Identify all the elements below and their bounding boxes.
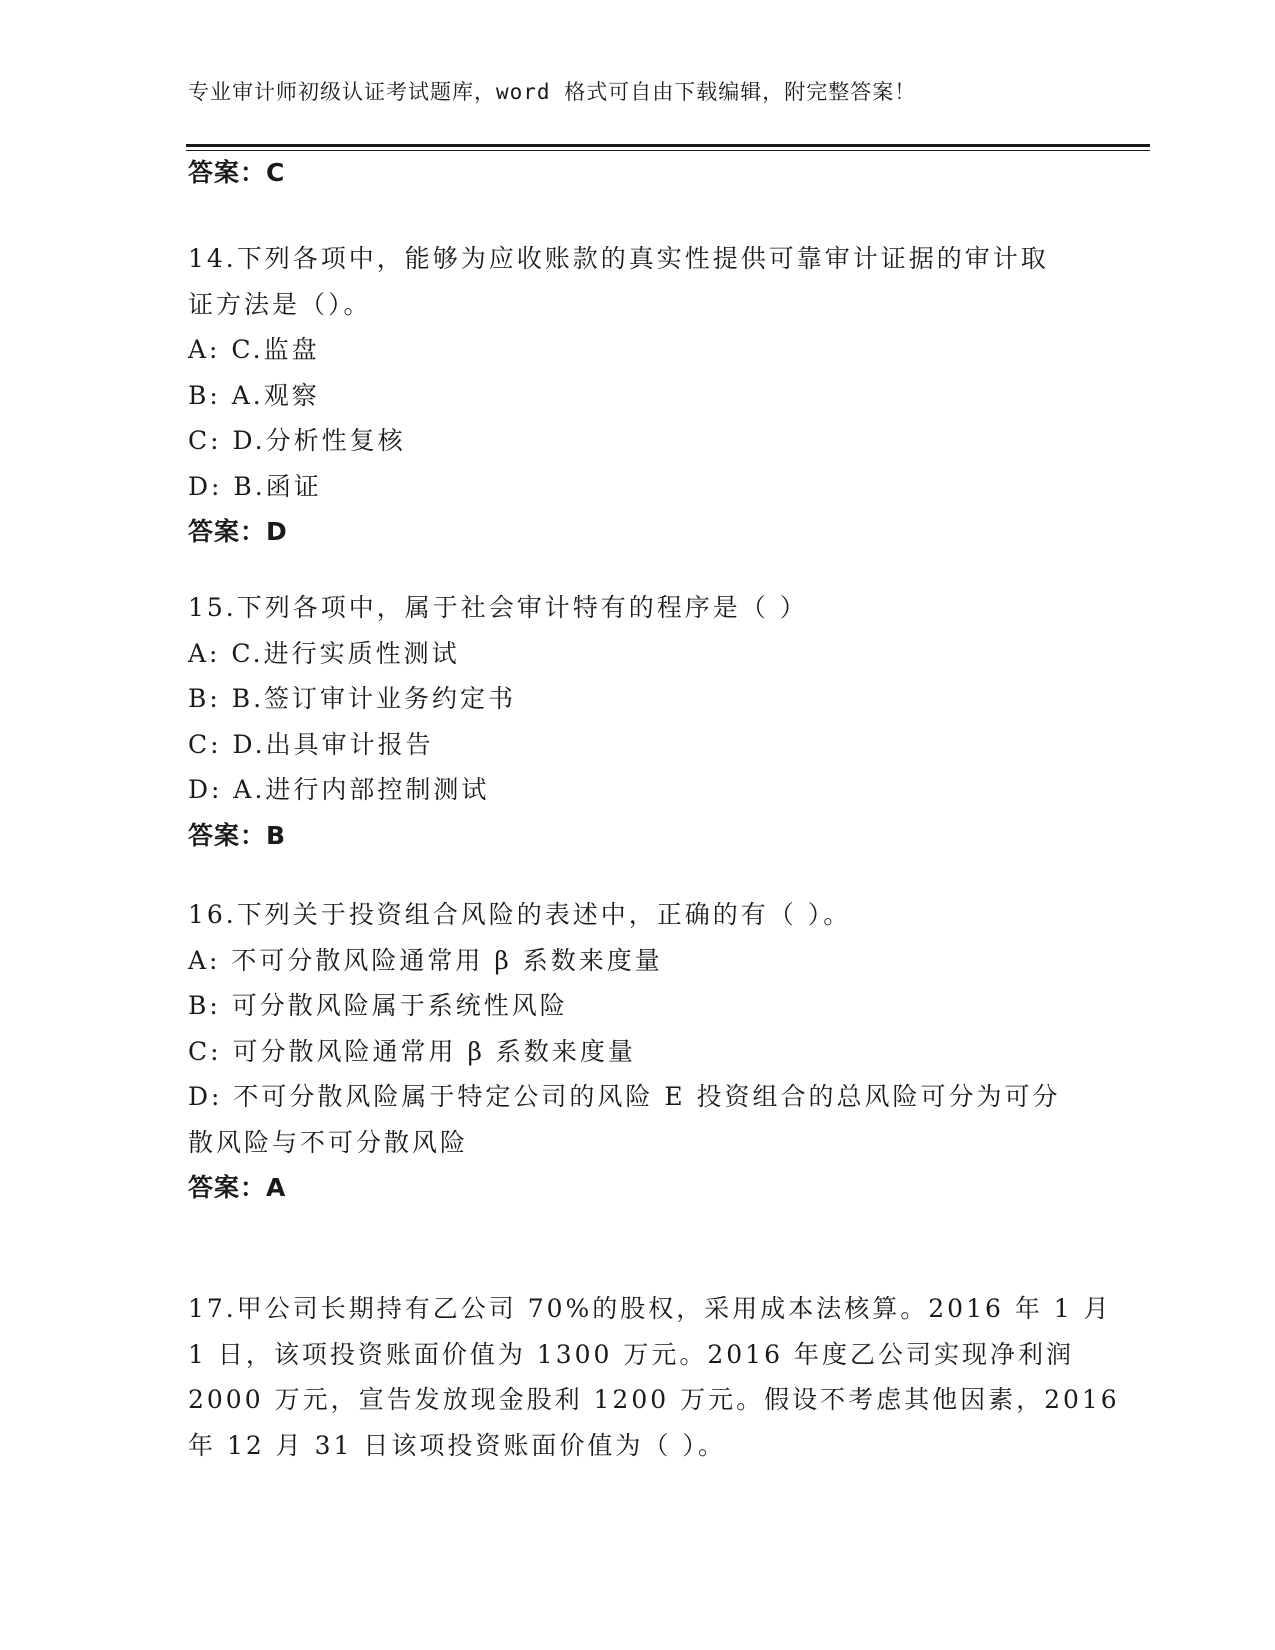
option-a: A: C.监盘 <box>188 335 320 364</box>
answer-label: 答案：C <box>188 158 286 187</box>
question-stem: 16.下列关于投资组合风险的表述中，正确的有（ ）。 <box>188 900 852 929</box>
option-b: B: 可分散风险属于系统性风险 <box>188 991 568 1020</box>
option-d: D: B.函证 <box>188 471 322 501</box>
question-stem: 15.下列各项中，属于社会审计特有的程序是（ ） <box>188 593 808 622</box>
header-rule-thick <box>186 144 1150 147</box>
option-d: D: A.进行内部控制测试 <box>188 775 490 804</box>
answer-label: 答案：B <box>188 820 287 850</box>
question-stem: 17.甲公司长期持有乙公司 70%的股权，采用成本法核算。2016 年 1 月 <box>188 1294 1112 1323</box>
option-d: D: 不可分散风险属于特定公司的风险 E 投资组合的总风险可分为可分 <box>188 1082 1061 1111</box>
prev-answer-block <box>188 150 1088 196</box>
answer-label: 答案：D <box>188 517 288 546</box>
answer-label: 答案：A <box>188 1173 287 1202</box>
option-a: A: 不可分散风险通常用 β 系数来度量 <box>188 945 663 975</box>
question-15 <box>188 585 1088 858</box>
question-16 <box>188 892 1088 1211</box>
option-b: B: B.签订审计业务约定书 <box>188 684 517 713</box>
option-d-continued: 散风险与不可分散风险 <box>188 1127 469 1157</box>
question-stem: 1 日，该项投资账面价值为 1300 万元。2016 年度乙公司实现净利润 <box>188 1339 1074 1369</box>
question-stem: 2000 万元，宣告发放现金股利 1200 万元。假设不考虑其他因素，2016 <box>188 1385 1120 1414</box>
option-b: B: A.观察 <box>188 380 320 410</box>
question-stem: 证方法是（）。 <box>188 289 372 319</box>
option-c: C: D.出具审计报告 <box>188 729 434 759</box>
question-14 <box>188 236 1088 555</box>
question-17 <box>188 1286 1120 1468</box>
question-stem: 年 12 月 31 日该项投资账面价值为（ ）。 <box>188 1430 726 1460</box>
option-c: C: D.分析性复核 <box>188 426 406 455</box>
page-header: 专业审计师初级认证考试题库，word 格式可自由下载编辑，附完整答案！ <box>188 80 917 104</box>
question-stem: 14.下列各项中，能够为应收账款的真实性提供可靠审计证据的审计取 <box>188 244 1049 273</box>
option-a: A: C.进行实质性测试 <box>188 638 460 668</box>
option-c: C: 可分散风险通常用 β 系数来度量 <box>188 1036 636 1066</box>
